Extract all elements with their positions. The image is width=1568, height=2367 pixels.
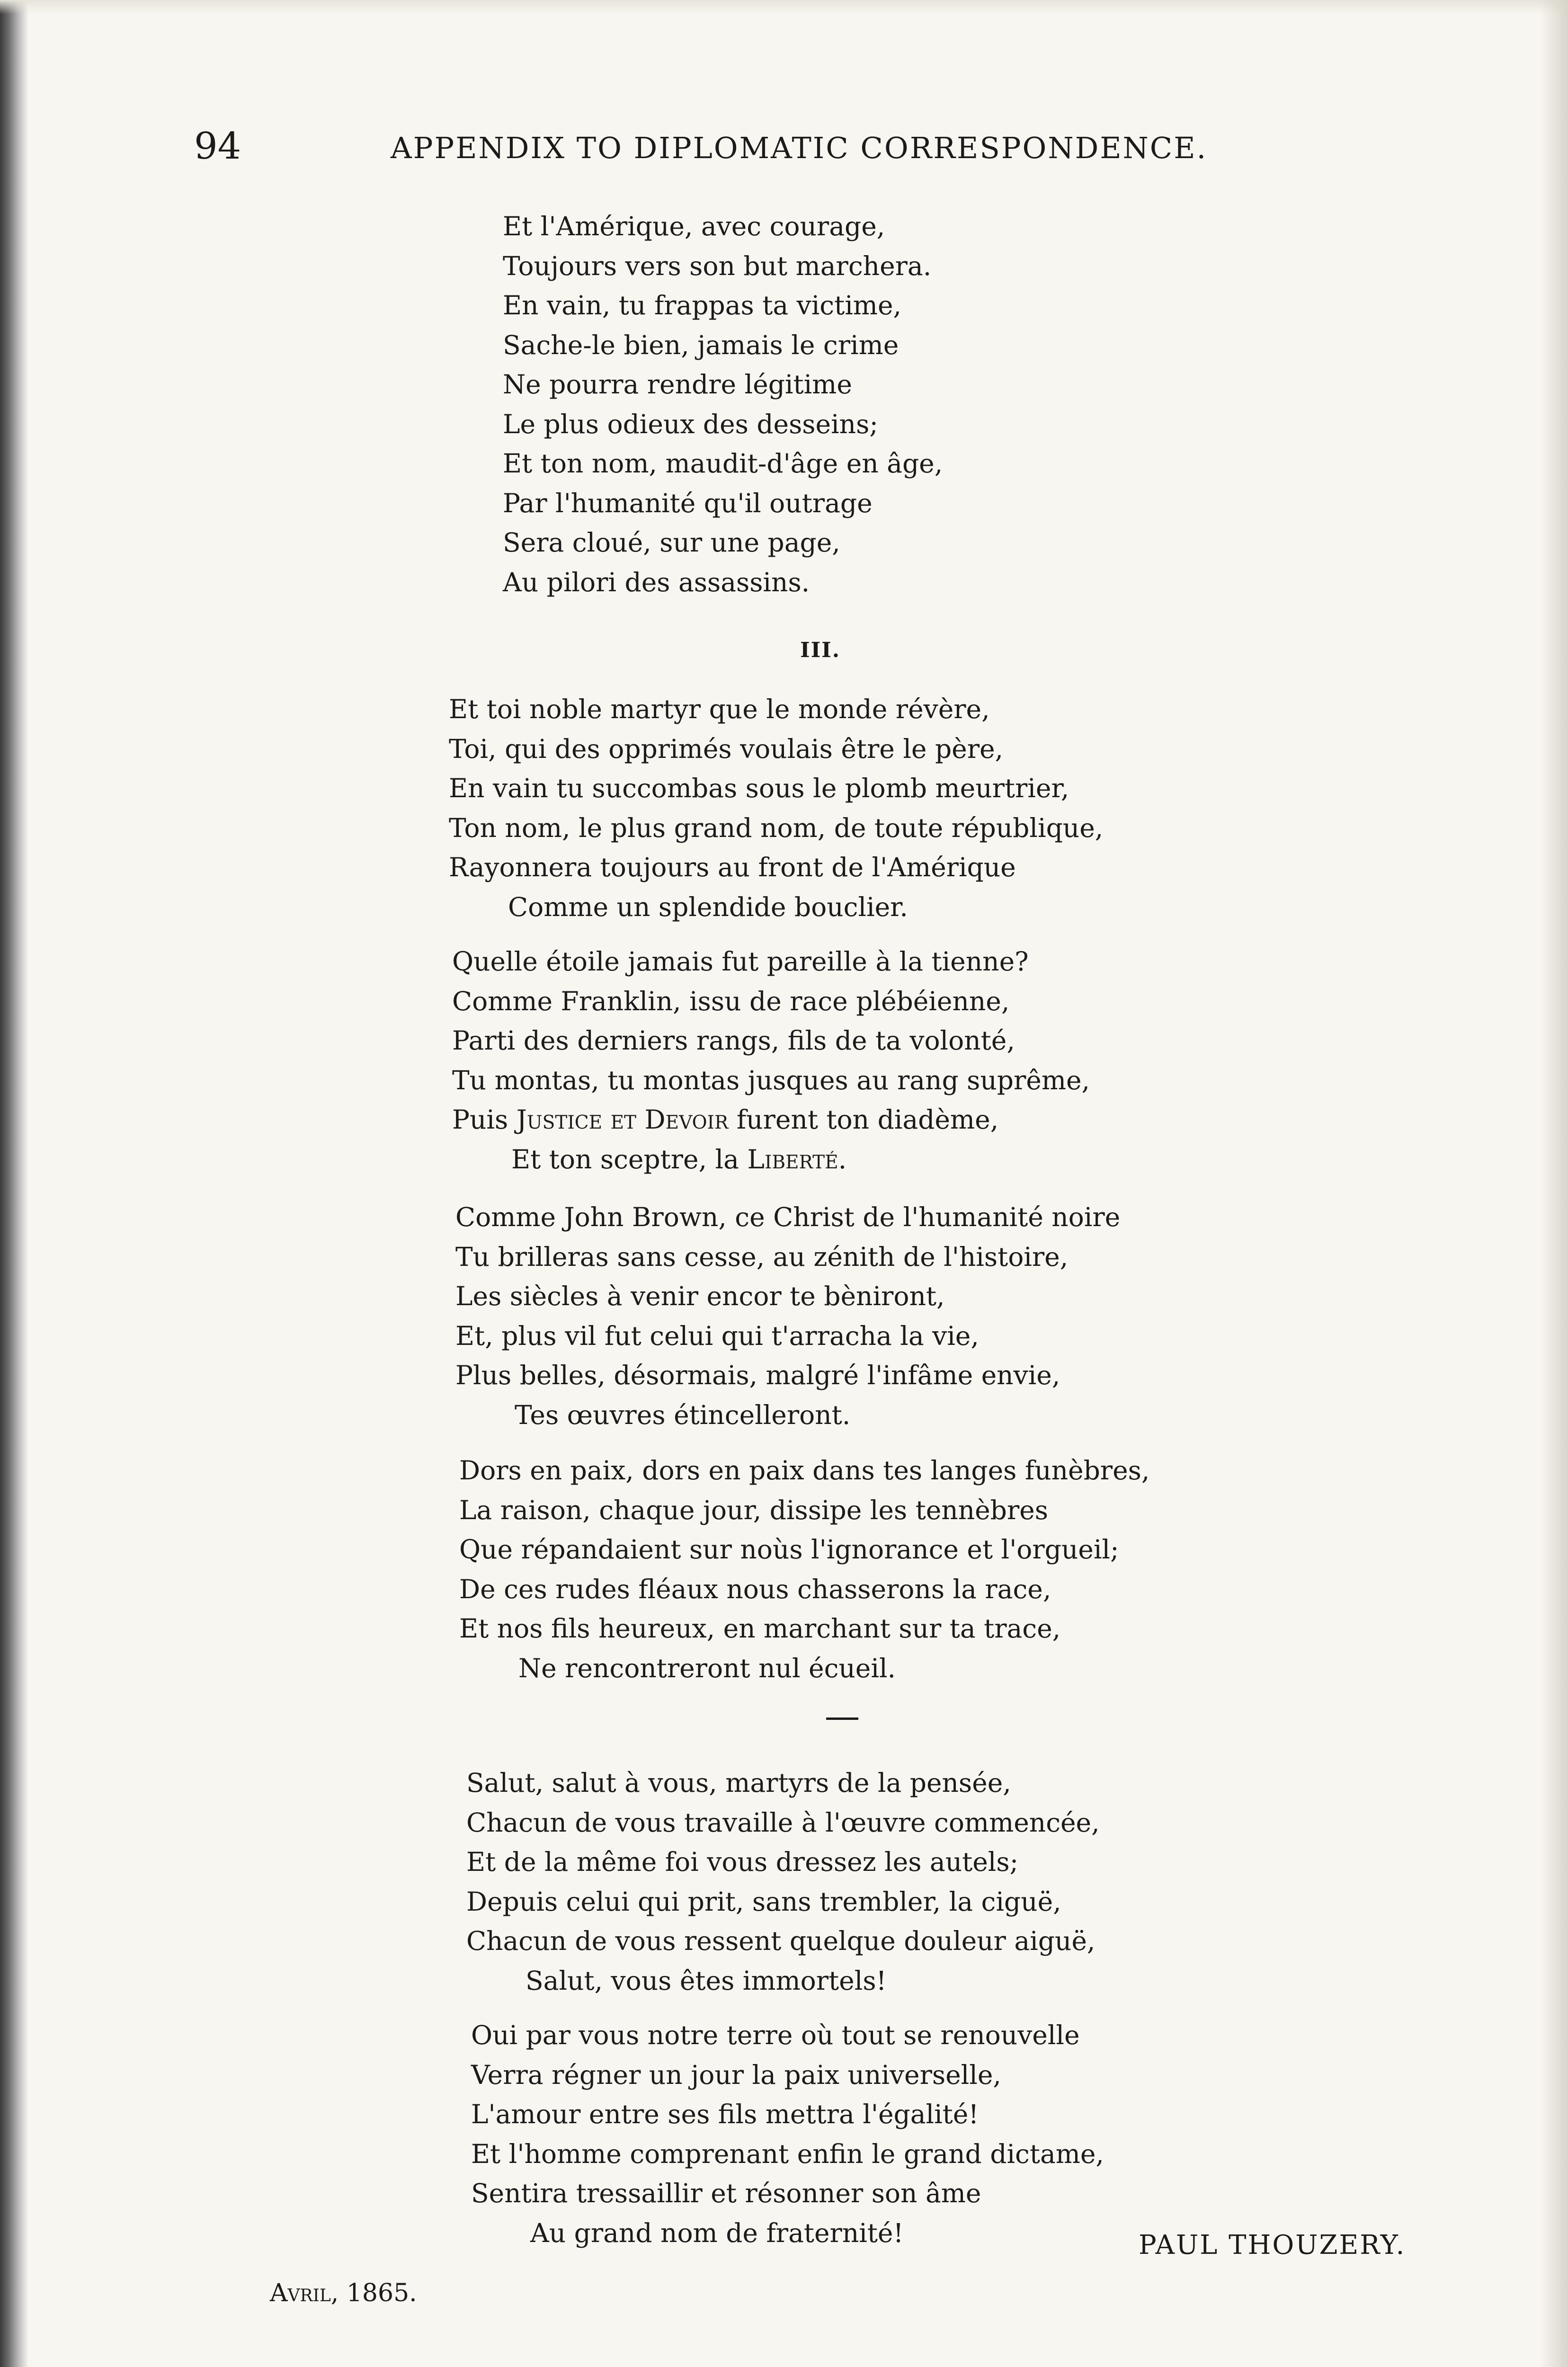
verse-line: Et l'homme comprenant enfin le grand dictame,	[471, 2138, 1104, 2169]
stanza-d	[455, 1198, 1120, 1435]
verse-line: Salut, salut à vous, martyrs de la pensée,	[466, 1768, 1011, 1798]
verse-line-refrain: Ne rencontreront nul écueil.	[518, 1653, 896, 1683]
page-binding-edge	[0, 0, 28, 2367]
verse-text: .	[838, 1144, 847, 1175]
verse-line: Tu brilleras sans cesse, au zénith de l'histoire,	[455, 1241, 1069, 1272]
section-separator	[826, 1717, 858, 1720]
dateline: Avril, 1865.	[270, 2279, 417, 2307]
verse-text: furent ton diadème,	[728, 1104, 999, 1135]
verse-line: Et toi noble martyr que le monde révère,	[449, 694, 990, 724]
small-caps-text: Justice et Devoir	[516, 1104, 729, 1135]
verse-line	[452, 1100, 1090, 1140]
verse-line: Les siècles à venir encor te bèniront,	[455, 1281, 945, 1311]
verse-line: Et nos fils heureux, en marchant sur ta trace,	[459, 1613, 1061, 1644]
stanza-a	[503, 207, 943, 602]
verse-line: Et ton nom, maudit-d'âge en âge,	[503, 448, 943, 479]
verse-line: Rayonnera toujours au front de l'Amérique	[449, 852, 1016, 882]
page-right-edge	[1540, 0, 1568, 2367]
stanza-g	[471, 2016, 1104, 2253]
small-caps-text: Liberté	[747, 1144, 838, 1175]
verse-line: Verra régner un jour la paix universelle,	[471, 2059, 1001, 2090]
verse-line-refrain: Tes œuvres étincelleront.	[515, 1399, 851, 1430]
stanza-f	[466, 1763, 1100, 2001]
stanza-c	[452, 942, 1090, 1179]
verse-line: La raison, chaque jour, dissipe les tennèbres	[459, 1495, 1048, 1525]
verse-line: Quelle étoile jamais fut pareille à la tienne?	[452, 946, 1029, 977]
verse-line: De ces rudes fléaux nous chasserons la race,	[459, 1574, 1051, 1604]
verse-line-refrain	[452, 1140, 1090, 1180]
running-title: APPENDIX TO DIPLOMATIC CORRESPONDENCE.	[391, 131, 1208, 165]
verse-line: Par l'humanité qu'il outrage	[503, 488, 873, 518]
verse-line: En vain tu succombas sous le plomb meurtrier,	[449, 773, 1069, 803]
verse-line: Et l'Amérique, avec courage,	[503, 211, 885, 241]
verse-line: Au pilori des assassins.	[503, 567, 810, 597]
verse-line-refrain: Comme un splendide bouclier.	[508, 891, 908, 922]
verse-line-refrain: Salut, vous êtes immortels!	[526, 1965, 887, 1996]
section-numeral: III.	[800, 638, 841, 662]
verse-line: Comme Franklin, issu de race plébéienne,	[452, 986, 1010, 1016]
verse-line: Plus belles, désormais, malgré l'infâme envie,	[455, 1360, 1060, 1390]
verse-line: Tu montas, tu montas jusques au rang suprême,	[452, 1065, 1090, 1095]
author-signature: PAUL THOUZERY.	[1139, 2230, 1406, 2260]
verse-line: Comme John Brown, ce Christ de l'humanité noire	[455, 1202, 1121, 1232]
verse-line: L'amour entre ses fils mettra l'égalité!	[471, 2099, 979, 2129]
verse-line: Chacun de vous travaille à l'œuvre commencée,	[466, 1807, 1100, 1838]
verse-line: Parti des derniers rangs, fils de ta volonté,	[452, 1025, 1015, 1056]
verse-line: Oui par vous notre terre où tout se renouvelle	[471, 2020, 1080, 2050]
verse-line: Sentira tressaillir et résonner son âme	[471, 2178, 981, 2208]
verse-line: Ton nom, le plus grand nom, de toute république,	[449, 812, 1104, 843]
stanza-e	[459, 1451, 1149, 1688]
verse-text: Et ton sceptre, la	[511, 1144, 748, 1175]
verse-line: Et de la même foi vous dressez les autels;	[466, 1847, 1019, 1877]
verse-line: En vain, tu frappas ta victime,	[503, 290, 901, 320]
verse-line: Toujours vers son but marchera.	[503, 250, 932, 281]
page-number: 94	[194, 125, 241, 168]
verse-line: Toi, qui des opprimés voulais être le père,	[449, 733, 1004, 764]
verse-line: Ne pourra rendre légitime	[503, 369, 852, 400]
verse-line: Chacun de vous ressent quelque douleur aiguë,	[466, 1926, 1096, 1956]
verse-line: Que répandaient sur noùs l'ignorance et l'orgueil;	[459, 1534, 1119, 1565]
page-top-edge	[0, 0, 1568, 14]
verse-line: Sera cloué, sur une page,	[503, 527, 840, 558]
verse-line: Le plus odieux des desseins;	[503, 409, 878, 439]
stanza-b	[449, 690, 1103, 927]
verse-line: Depuis celui qui prit, sans trembler, la ciguë,	[466, 1886, 1061, 1917]
verse-line: Et, plus vil fut celui qui t'arracha la vie,	[455, 1320, 979, 1351]
verse-line: Dors en paix, dors en paix dans tes langes funèbres,	[459, 1455, 1150, 1486]
verse-text: Puis	[452, 1104, 517, 1135]
verse-line: Sache-le bien, jamais le crime	[503, 329, 899, 360]
verse-line-refrain: Au grand nom de fraternité!	[530, 2217, 904, 2248]
